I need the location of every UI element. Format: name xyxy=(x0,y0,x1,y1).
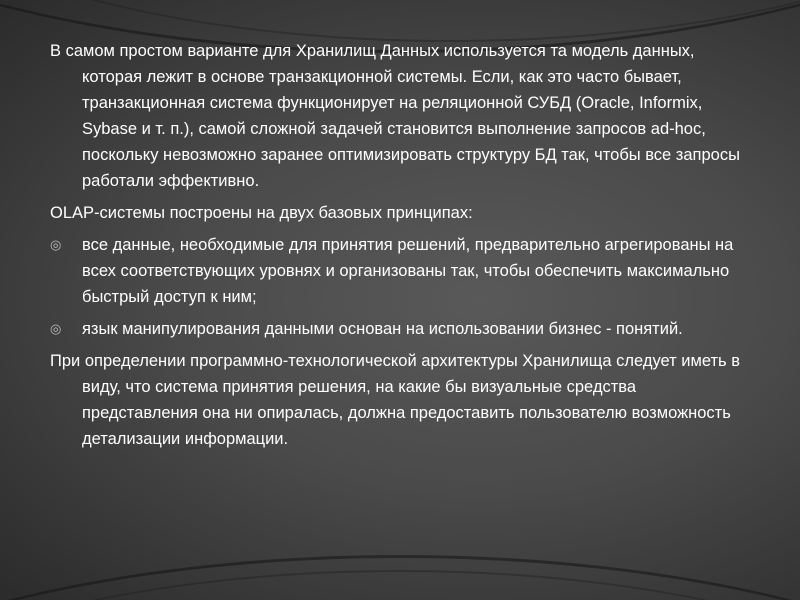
paragraph-closing: При определении программно-технологической архитектуры Хранилища следует иметь в виду, что система принятия решения, на какие бы визуальные средства представления она ни опиралась, должна предоставить пользователю возможность детализации информации. xyxy=(50,352,740,448)
bullet-circle-icon: ◎ xyxy=(50,237,62,252)
bullet-circle-icon: ◎ xyxy=(50,321,62,336)
bullet-text: все данные, необходимые для принятия решений, предварительно агрегированы на всех соответствующих уровнях и организованы так, чтобы обеспечить максимально быстрый доступ к ним; xyxy=(82,236,734,306)
slide-body xyxy=(50,38,750,458)
paragraph-olap-principles: OLAP-системы построены на двух базовых принципах: xyxy=(50,204,473,222)
bullet-item xyxy=(50,316,750,342)
bullet-item xyxy=(50,232,750,310)
bullet-text: язык манипулирования данными основан на использовании бизнес - понятий. xyxy=(82,320,683,338)
paragraph-intro: В самом простом варианте для Хранилищ Данных используется та модель данных, которая лежит в основе транзакционной системы. Если, как это часто бывает, транзакционная система функционирует на реляционной СУБД (Oracle, Informix, Sybase и т. п.), самой сложной задачей становится выполнение запросов ad-hoc, поскольку невозможно заранее оптимизировать структуру БД так, чтобы все запросы работали эффективно. xyxy=(50,42,740,190)
